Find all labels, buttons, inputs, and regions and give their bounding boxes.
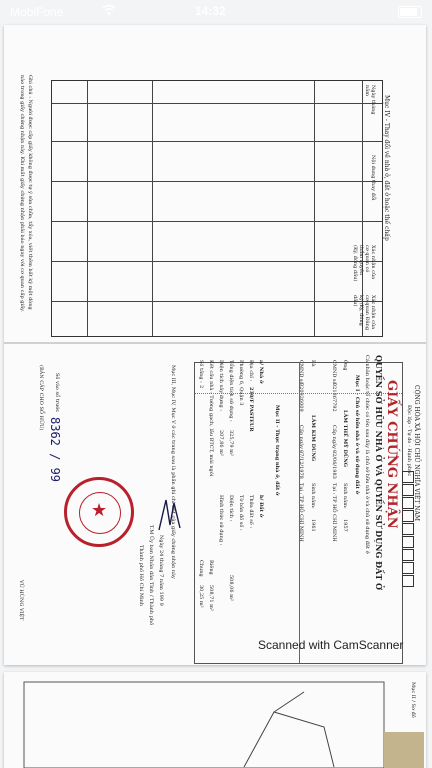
owner1-prefix: Ông xyxy=(342,360,348,371)
land-lot: Thửa đất số : xyxy=(248,495,254,529)
serial-boxes xyxy=(402,471,416,591)
registration-number: 8362 / 99 xyxy=(48,417,62,483)
carrier-label: MobiFone xyxy=(10,5,64,19)
footer-note: Mục III, Mục IV, Mục V ở các trang sau là phần ghi chi tiết của giấy chứng nhận này xyxy=(170,365,176,579)
issuer-line-2: Thành phố Hồ Chí Minh xyxy=(138,545,144,607)
scanned-page xyxy=(4,25,426,665)
land-map: Tờ bản đồ số : xyxy=(238,495,244,531)
land-area: 508,06 m² xyxy=(228,575,234,601)
wifi-icon xyxy=(102,4,116,19)
owner2-place: Tại : TP HỒ CHÍ MINH xyxy=(298,483,304,542)
issuer-line-1: T.M Ủy ban Nhân dân Tỉnh / Thành phố xyxy=(148,525,154,626)
column-content: Nội dung thay đổi xyxy=(370,155,376,201)
certificate-title: GIẤY CHỨNG NHẬN xyxy=(384,380,399,529)
deputy-name: VŨ HÙNG VIỆT xyxy=(18,580,24,621)
owner2-name: LÂM KIM DUNG xyxy=(310,415,316,462)
private-value: 508,71 m² xyxy=(208,585,214,611)
owner1-place: Tại : TP HỒ CHÍ MINH xyxy=(331,483,337,542)
owner2-issued: 07/12/1978 xyxy=(298,450,304,479)
area-total: 325,79 m² xyxy=(228,430,234,456)
owner1-id: 021867792 xyxy=(331,383,337,412)
owner2-id-label: CMND số xyxy=(298,360,304,385)
shared-label: Chung xyxy=(198,560,204,577)
registration-label: Số vào sổ trước xyxy=(54,373,60,413)
camscanner-watermark: Scanned with CamScanner xyxy=(258,638,404,652)
house-heading: a/ Nhà ở xyxy=(258,360,264,384)
address-label: Địa chỉ : xyxy=(248,360,254,382)
official-seal: ★ xyxy=(64,477,134,547)
area-total-label: Tổng diện tích sử dụng : xyxy=(228,360,234,422)
owner1-issued-label: Cấp ngày : xyxy=(331,425,337,453)
address-value: 230/F PASTEUR xyxy=(248,387,254,432)
owner1-id-label: CMND số xyxy=(331,360,337,385)
section-property: Mục II - Thực trạng nhà ở, đất ở xyxy=(274,405,280,496)
site-plan-sketch xyxy=(4,672,426,768)
owner1-issued: 02/06/1983 xyxy=(331,450,337,479)
warning-note: Ghi chú : Người được cấp giấy không được tự ý sửa chữa, tẩy xóa, viết thêm bất kỳ một dòng nào trong giấy chứng nhận này. Khi mất giấy chứng nhận phải báo ngay với cơ quan cấp giấy. xyxy=(19,75,33,312)
owner2-birth-label: Sinh năm: xyxy=(310,483,316,509)
page-fold xyxy=(4,342,426,344)
column-authority: Xác nhận của cơ quan có thẩm quyền (Ký, đóng dấu) xyxy=(352,245,376,282)
property-box xyxy=(194,362,403,664)
certificate-intro: Cá nhân hoặc tổ chức có tên sau đây là chủ sở hữu nhà ở và chủ sử dụng đất ở xyxy=(364,355,370,554)
floors-value: 2 xyxy=(198,385,204,389)
owner2-birth: 1961 xyxy=(310,519,316,532)
private-label: Riêng xyxy=(208,560,214,575)
area-build-label: Diện tích xây dựng : xyxy=(218,360,224,411)
owner1-name: LÂM THẾ MỸ DŨNG xyxy=(342,410,348,468)
owner2-id: 020926009 xyxy=(298,383,304,412)
next-page-heading: Mục II / Sơ đồ xyxy=(410,682,416,718)
column-registry: Xác nhận của cơ quan Đăng ký (Ký, đóng dấu) xyxy=(352,295,376,331)
changes-table xyxy=(51,80,383,337)
section-owners: Mục I - Chủ sở hữu nhà ở và sử dụng đất ở xyxy=(354,375,360,494)
column-date: Ngày tháng năm xyxy=(364,85,376,115)
owner2-issued-label: Cấp ngày : xyxy=(298,425,304,453)
clock-label: 14:32 xyxy=(195,4,226,18)
next-scanned-page xyxy=(4,672,426,768)
status-bar xyxy=(0,0,432,24)
shared-value: 30,25 m² xyxy=(198,585,204,608)
land-area-label: Diện tích : xyxy=(228,495,234,522)
battery-icon xyxy=(398,6,422,18)
owner1-birth: 1957 xyxy=(342,519,348,532)
issue-date: Ngày 24 tháng 7 năm 199 9 xyxy=(158,535,164,606)
land-heading: b/ Đất ở xyxy=(258,495,264,518)
floors-label: Số tầng : xyxy=(198,360,204,383)
structure: Kết cấu nhà : Tường gạch, lầu BTCT, mái ngói xyxy=(208,360,214,477)
area-build: 207,86 m² xyxy=(218,430,224,456)
ward-value: Phường 6, Quận 3 xyxy=(238,360,244,406)
signature xyxy=(154,495,184,535)
changes-heading: Mục IV - Thay đổi về nhà ở, đất ở hoặc thế chấp xyxy=(383,95,390,241)
motto: Độc lập - Tự do - Hạnh phúc xyxy=(406,405,412,477)
owner1-birth-label: Sinh năm: xyxy=(342,483,348,509)
certificate-subtitle: QUYỀN SỞ HỮU NHÀ Ở VÀ QUYỀN SỬ DỤNG ĐẤT Ở xyxy=(374,355,384,591)
owner2-prefix: Bà xyxy=(310,360,316,367)
registration-note: (BẢN CẤP CHO SỔ HỮU) xyxy=(38,365,44,431)
land-form: Hình thức sử dụng : xyxy=(218,495,224,546)
republic-title: CỘNG HÒA XÃ HỘI CHỦ NGHĨA VIỆT NAM xyxy=(413,385,420,521)
